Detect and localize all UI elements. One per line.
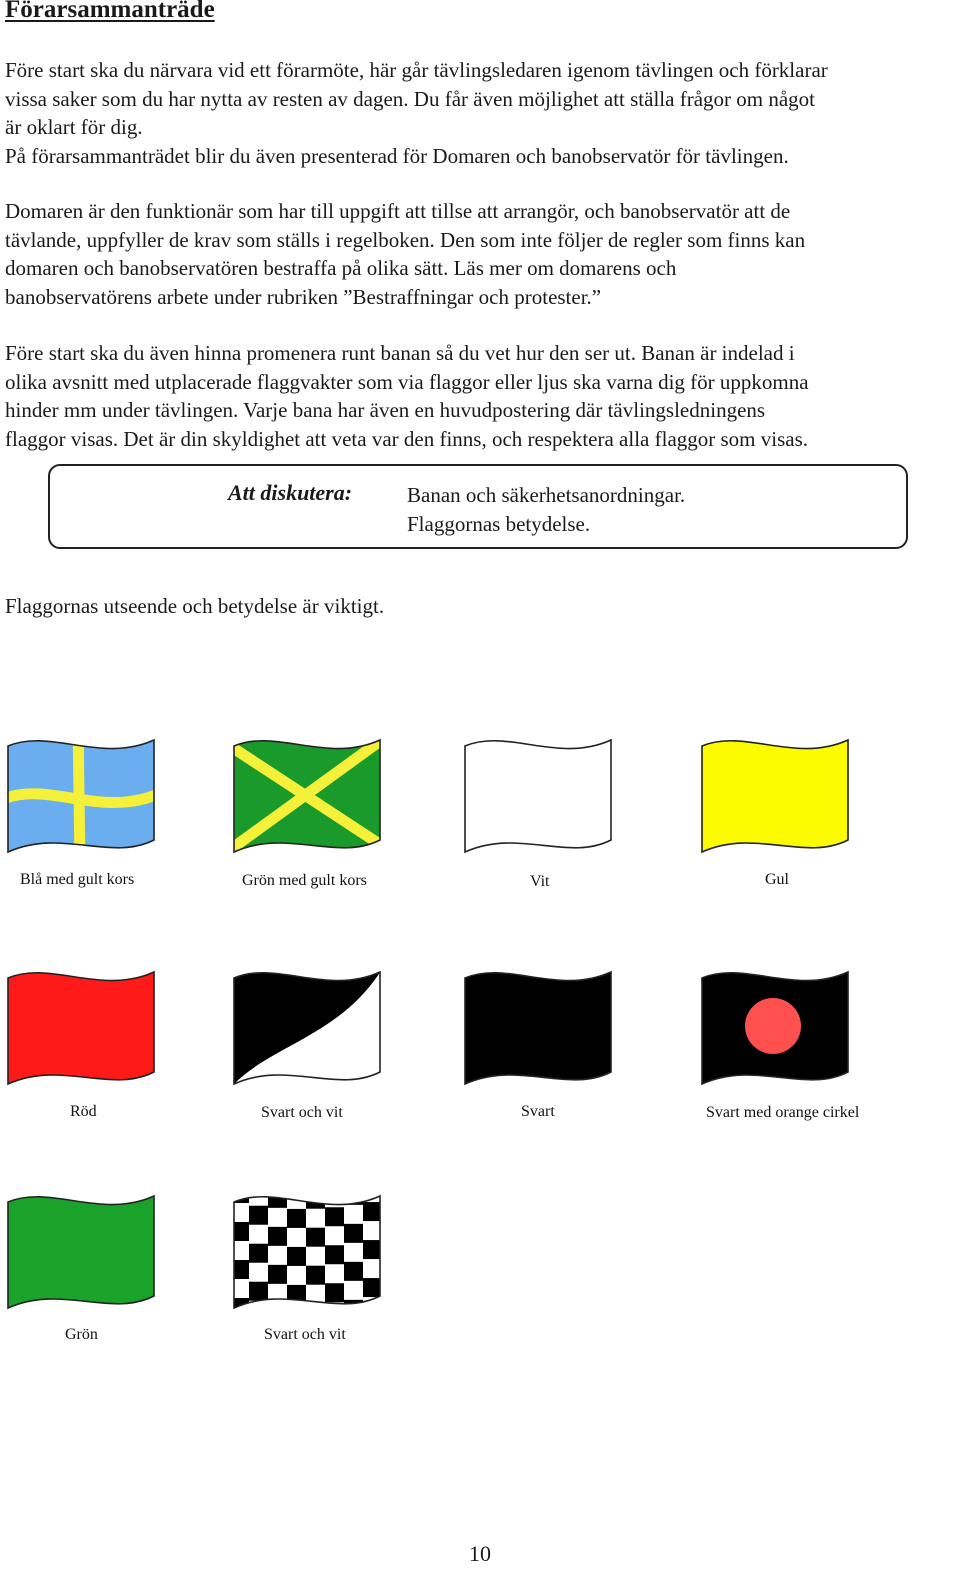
flag-solid bbox=[6, 1190, 158, 1314]
paragraph-judge bbox=[5, 197, 957, 311]
flag-cross-diagonal bbox=[232, 734, 384, 858]
text-line: banobservatörens arbete under rubriken ”Bestraffningar och protester.” bbox=[5, 284, 602, 309]
discussion-box bbox=[48, 464, 908, 549]
text-line: flaggor visas. Det är din skyldighet att veta var den finns, och respektera alla flaggor som visas. bbox=[5, 426, 809, 451]
text-line: är oklart för dig. bbox=[5, 115, 143, 139]
page-heading: Förarsammanträde bbox=[5, 0, 215, 23]
flag-label: Gul bbox=[765, 871, 789, 888]
flag-graphic bbox=[6, 966, 158, 1090]
text-line: domaren och banobservatören bestraffa på olika sätt. Läs mer om domarens och bbox=[5, 256, 677, 280]
flag-label: Blå med gult kors bbox=[20, 871, 135, 888]
flag-label: Svart och vit bbox=[264, 1326, 346, 1343]
text-line: vissa saker som du har nytta av resten av dagen. Du får även möjlighet att ställa frågor om något bbox=[5, 86, 815, 111]
flag-label: Grön med gult kors bbox=[242, 872, 367, 889]
flag-graphic bbox=[700, 734, 852, 858]
flag-graphic bbox=[463, 734, 615, 858]
discussion-label: Att diskutera: bbox=[228, 480, 353, 505]
paragraph-drivers-meeting bbox=[5, 56, 957, 170]
text-line: olika avsnitt med utplacerade flaggvakter som via flaggor eller ljus ska varna dig för uppkomna bbox=[5, 369, 809, 394]
text-line: Före start ska du även hinna promenera runt banan så du vet hur den ser ut. Banan är indelad i bbox=[5, 341, 795, 365]
flag-graphic bbox=[6, 734, 158, 858]
flag-graphic bbox=[232, 1190, 384, 1314]
flag-solid bbox=[6, 966, 158, 1090]
text-line: På förarsammanträdet blir du även presenterad för Domaren och banobservatör för tävlingen. bbox=[5, 143, 789, 168]
text-line: hinder mm under tävlingen. Varje bana har även en huvudpostering där tävlingsledningens bbox=[5, 398, 766, 422]
text-line: tävlande, uppfyller de krav som ställs i regelboken. Den som inte följer de regler som finns kan bbox=[5, 227, 806, 252]
paragraph-track-walk bbox=[5, 339, 957, 453]
discussion-item: Banan och säkerhetsanordningar. bbox=[407, 483, 686, 507]
flag-label: Svart bbox=[521, 1103, 555, 1120]
flag-label: Vit bbox=[530, 873, 550, 890]
text-line: Domaren är den funktionär som har till uppgift att tillse att arrangör, och banobservatör att de bbox=[5, 199, 791, 223]
flag-graphic bbox=[232, 966, 384, 1090]
flag-label: Grön bbox=[65, 1326, 98, 1343]
page-number: 10 bbox=[469, 1541, 491, 1566]
flag-checkered bbox=[232, 1190, 384, 1314]
flag-label: Röd bbox=[70, 1103, 97, 1120]
flag-solid bbox=[463, 734, 615, 858]
flag-graphic bbox=[6, 1190, 158, 1314]
flag-graphic bbox=[232, 734, 384, 858]
flag-solid bbox=[463, 966, 615, 1090]
discussion-item: Flaggornas betydelse. bbox=[407, 512, 591, 536]
flag-solid bbox=[700, 734, 852, 858]
flag-label: Svart och vit bbox=[261, 1104, 343, 1121]
text-line: Före start ska du närvara vid ett förarmöte, här går tävlingsledaren igenom tävlingen och förklarar bbox=[5, 58, 828, 82]
flags-intro: Flaggornas utseende och betydelse är viktigt. bbox=[5, 594, 385, 618]
flag-label: Svart med orange cirkel bbox=[706, 1104, 860, 1121]
flag-cross-straight bbox=[6, 734, 158, 858]
flag-circle bbox=[700, 966, 852, 1090]
flag-graphic bbox=[463, 966, 615, 1090]
flag-graphic bbox=[700, 966, 852, 1090]
flag-diagonal-split bbox=[232, 966, 384, 1090]
